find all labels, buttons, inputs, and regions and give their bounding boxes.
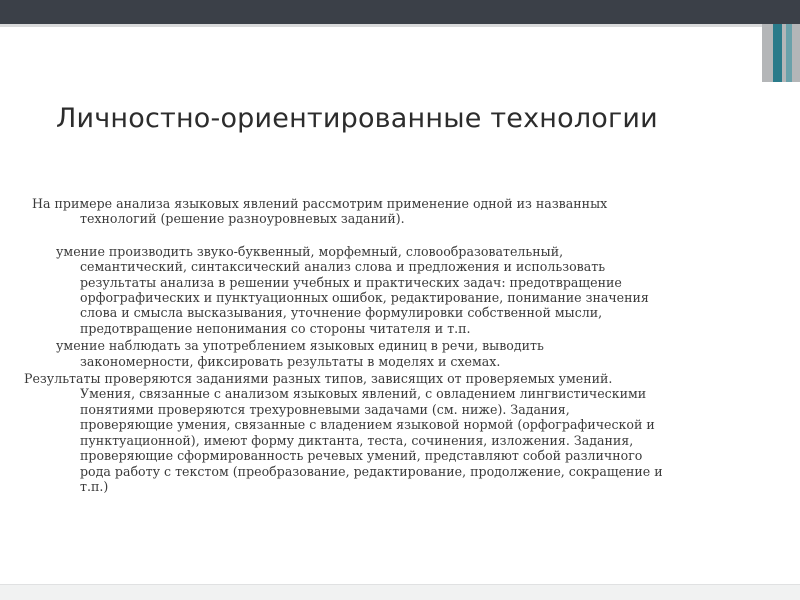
text-line: пунктуационной), имеют форму диктанта, теста, сочинения, изложения. Задания,	[80, 432, 634, 448]
paragraph-results	[24, 371, 776, 494]
slide-title: Личностно-ориентированные технологии	[56, 103, 658, 134]
text-line: умение наблюдать за употреблением языковых единиц в речи, выводить	[56, 338, 544, 354]
text-line: предотвращение непонимания со стороны читателя и т.п.	[80, 320, 471, 336]
slide-body	[24, 196, 776, 494]
corner-accent-bar	[773, 24, 782, 82]
paragraph-intro	[24, 196, 776, 227]
text-line: т.п.)	[80, 478, 109, 494]
header-stripe	[0, 24, 800, 27]
text-line: технологий (решение разноуровневых заданий).	[80, 211, 405, 227]
paragraph-analysis-skill	[24, 244, 776, 336]
text-line: семантический, синтаксический анализ слова и предложения и использовать	[80, 259, 606, 275]
text-line: понятиями проверяются трехуровневыми задачами (см. ниже). Задания,	[80, 401, 570, 417]
footer-band	[0, 584, 800, 600]
header-band	[0, 0, 800, 24]
text-line: умение производить звуко-буквенный, морфемный, словообразовательный,	[56, 243, 564, 259]
text-line: слова и смысла высказывания, уточнение формулировки собственной мысли,	[80, 305, 603, 321]
text-line: орфографических и пунктуационных ошибок, редактирование, понимание значения	[80, 290, 649, 306]
text-line: Результаты проверяются заданиями разных типов, зависящих от проверяемых умений.	[24, 371, 613, 387]
corner-accent-bar-light	[786, 24, 792, 82]
paragraph-observation-skill	[24, 338, 776, 369]
text-line: закономерности, фиксировать результаты в моделях и схемах.	[80, 353, 501, 369]
text-line: результаты анализа в решении учебных и практических задач: предотвращение	[80, 274, 622, 290]
text-line: Умения, связанные с анализом языковых явлений, с овладением лингвистическими	[80, 386, 647, 402]
text-line: На примере анализа языковых явлений рассмотрим применение одной из названных	[32, 196, 608, 211]
text-line: проверяющие умения, связанные с владением языковой нормой (орфографической и	[80, 417, 655, 433]
text-line: проверяющие сформированность речевых умений, представляют собой различного	[80, 448, 643, 464]
text-line: рода работу с текстом (преобразование, редактирование, продолжение, сокращение и	[80, 463, 663, 479]
